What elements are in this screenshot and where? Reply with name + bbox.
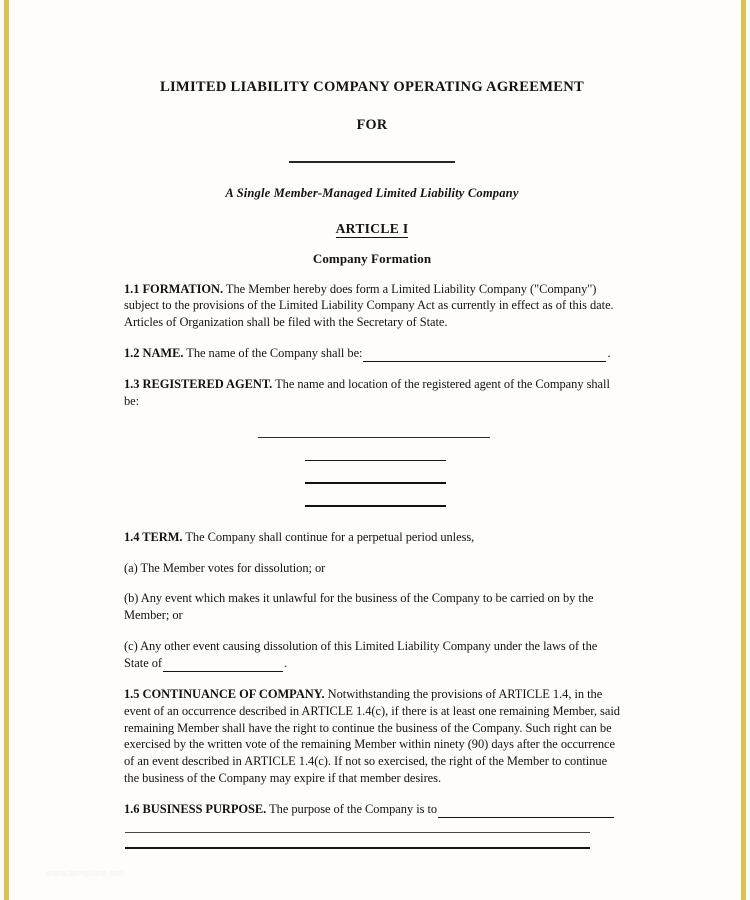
business-purpose-blank-lines [124,832,620,849]
document-subtitle: A Single Member-Managed Limited Liability Company [225,185,519,200]
registered-agent-blank-line-3[interactable] [305,482,446,484]
company-name-blank-wrap [124,134,620,171]
section-1-6-body: The purpose of the Company is to [269,801,438,816]
registered-agent-blank-line-2[interactable] [305,460,446,461]
section-1-4-item-c-text: (c) Any other event causing dissolution of this Limited Liability Company under the laws of the State of [124,639,598,670]
section-1-1-formation [124,267,620,332]
section-1-2-trailing: . [607,346,611,361]
section-1-2-lead: 1.2 NAME. [124,346,184,361]
section-1-5-continuance [124,672,620,787]
document-title: LIMITED LIABILITY COMPANY OPERATING AGREEMENT [160,79,584,95]
section-1-6-business-purpose [124,787,620,818]
business-purpose-blank-line-2[interactable] [125,847,590,849]
company-name-input-blank[interactable] [363,350,606,362]
document-content [124,0,620,849]
left-accent-stripe [4,0,9,900]
section-1-3-lead: 1.3 REGISTERED AGENT. [124,376,273,391]
section-1-2-name [124,331,620,362]
page-watermark: www.template.net [46,868,124,878]
section-1-4-item-c-trailing: . [284,655,288,670]
section-1-4-item-c [124,624,620,672]
section-1-4-term [124,507,620,546]
section-1-4-lead: 1.4 TERM. [124,529,183,544]
section-1-2-body: The name of the Company shall be: [186,346,363,361]
section-1-4-item-a: (a) The Member votes for dissolution; or [124,560,326,575]
section-1-4-body: The Company shall continue for a perpetual period unless, [185,529,475,544]
article-number-text: ARTICLE I [335,220,409,236]
registered-agent-blank-lines [124,410,620,507]
business-purpose-input-blank[interactable] [438,806,614,818]
section-1-3-registered-agent [124,362,620,410]
section-1-1-body: The Member hereby does form a Limited Liability Company ("Company") subject to the provisions of the Limited Liability Company Act as currently in effect as of this date. Articles of Organization shall be filed with the Secretary of State. [124,281,614,330]
article-number-heading [124,201,620,237]
section-1-3-body: The name and location of the registered agent of the Company shall be: [124,376,610,408]
section-1-4-item-b: (b) Any event which makes it unlawful for the business of the Company to be carried on by the Member; or [124,591,594,623]
section-1-5-body: Notwithstanding the provisions of ARTICLE 1.4, in the event of an occurrence described in ARTICLE 1.4(c), if there is at least one remaining Member, said remaining Member shall have the right to continue the business of the Company. Such right can be exercised by the written vote of the remaining Member within ninety (90) days after the occurrence of an event described in ARTICLE 1.4(c). If not so exercised, the right of the Member to continue the business of the Company may expire if that member desires. [124,686,620,786]
business-purpose-blank-line-1[interactable] [125,832,590,833]
registered-agent-blank-line-1[interactable] [258,437,490,438]
section-1-1-lead: 1.1 FORMATION. [124,281,224,296]
company-name-blank-line[interactable] [289,161,455,163]
article-title-heading: Company Formation [312,250,432,266]
state-input-blank[interactable] [163,660,283,672]
section-1-6-lead: 1.6 BUSINESS PURPOSE. [124,801,267,816]
section-1-5-lead: 1.5 CONTINUANCE OF COMPANY. [124,686,325,701]
right-accent-stripe [741,0,746,900]
for-label: FOR [356,116,388,133]
